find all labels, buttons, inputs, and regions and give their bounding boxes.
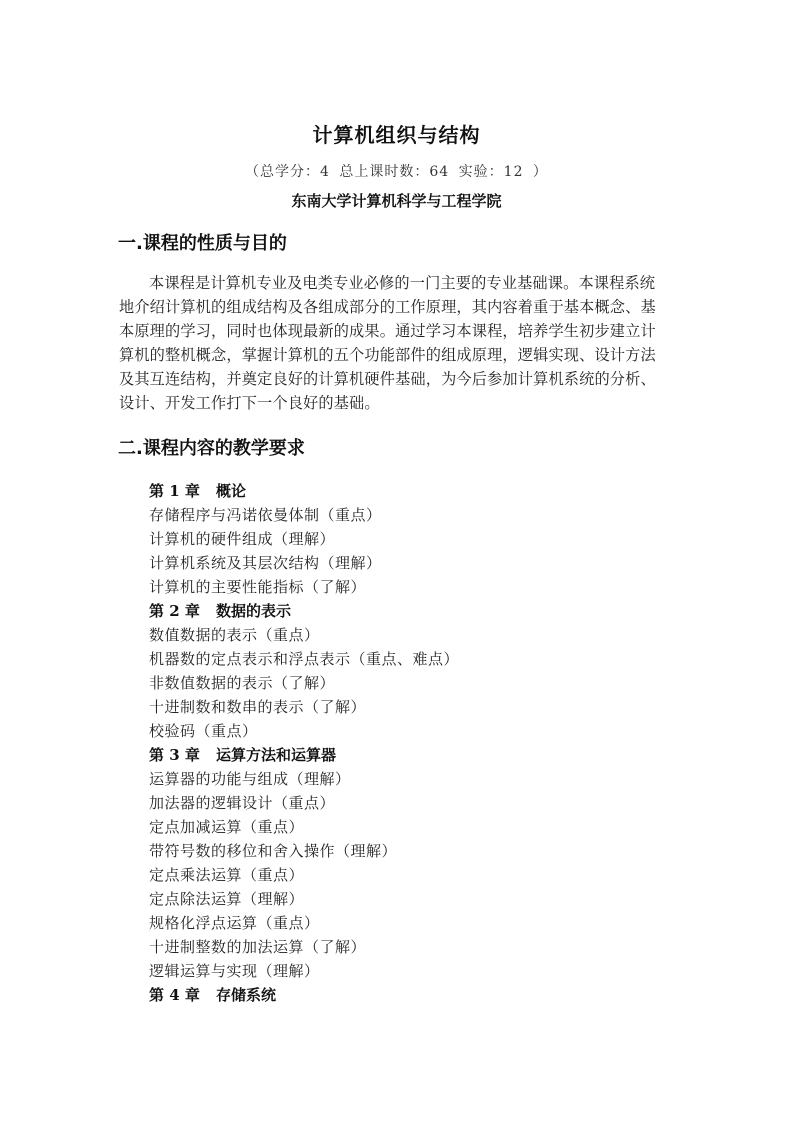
paragraph-line: 及其互连结构，并奠定良好的计算机硬件基础，为今后参加计算机系统的分析、 xyxy=(119,370,656,388)
list-item: 运算器的功能与组成（理解） xyxy=(149,770,351,788)
list-item: 非数值数据的表示（了解） xyxy=(149,674,336,692)
chapter-heading xyxy=(149,984,276,1005)
list-item: 机器数的定点表示和浮点表示（重点、难点） xyxy=(149,650,460,668)
list-item: 定点乘法运算（重点） xyxy=(149,866,305,884)
chapter-title: 运算方法和运算器 xyxy=(216,746,337,764)
list-item: 十进制整数的加法运算（了解） xyxy=(149,938,367,956)
section-heading-teaching-requirements: 二.课程内容的教学要求 xyxy=(118,438,305,459)
paragraph-line: 算机的整机概念，掌握计算机的五个功能部件的组成原理，逻辑实现、设计方法 xyxy=(119,346,656,364)
school-name: 东南大学计算机科学与工程学院 xyxy=(291,192,502,210)
document-title: 计算机组织与结构 xyxy=(312,123,481,147)
chapter-heading xyxy=(149,744,336,765)
chapter-heading xyxy=(149,480,246,501)
list-item: 校验码（重点） xyxy=(149,722,258,740)
course-credits-info: （总学分：4 总上课时数：64 实验：12 ） xyxy=(245,164,548,180)
paragraph-line: 本原理的学习，同时也体现最新的成果。通过学习本课程，培养学生初步建立计 xyxy=(119,322,656,340)
list-item: 计算机的硬件组成（理解） xyxy=(149,530,336,548)
list-item: 计算机的主要性能指标（了解） xyxy=(149,578,367,596)
chapter-number: 第 4 章 xyxy=(149,986,200,1004)
chapter-number: 第 1 章 xyxy=(149,482,200,500)
section-heading-purpose: 一.课程的性质与目的 xyxy=(118,233,287,254)
list-item: 加法器的逻辑设计（重点） xyxy=(149,794,336,812)
list-item: 定点加减运算（重点） xyxy=(149,818,305,836)
chapter-number: 第 3 章 xyxy=(149,746,200,764)
list-item: 存储程序与冯诺依曼体制（重点） xyxy=(149,506,382,524)
list-item: 计算机系统及其层次结构（理解） xyxy=(149,554,382,572)
chapter-number: 第 2 章 xyxy=(149,602,200,620)
list-item: 带符号数的移位和舍入操作（理解） xyxy=(149,842,398,860)
chapter-title: 数据的表示 xyxy=(216,602,292,620)
paragraph-line: 本课程是计算机专业及电类专业必修的一门主要的专业基础课。本课程系统 xyxy=(149,274,656,292)
list-item: 规格化浮点运算（重点） xyxy=(149,914,320,932)
chapter-heading xyxy=(149,600,291,621)
paragraph-line: 设计、开发工作打下一个良好的基础。 xyxy=(119,394,380,412)
paragraph-line: 地介绍计算机的组成结构及各组成部分的工作原理，其内容着重于基本概念、基 xyxy=(119,298,656,316)
chapter-title: 存储系统 xyxy=(216,986,277,1004)
list-item: 数值数据的表示（重点） xyxy=(149,626,320,644)
list-item: 逻辑运算与实现（理解） xyxy=(149,962,320,980)
chapter-title: 概论 xyxy=(216,482,247,500)
list-item: 定点除法运算（理解） xyxy=(149,890,305,908)
list-item: 十进制数和数串的表示（了解） xyxy=(149,698,367,716)
